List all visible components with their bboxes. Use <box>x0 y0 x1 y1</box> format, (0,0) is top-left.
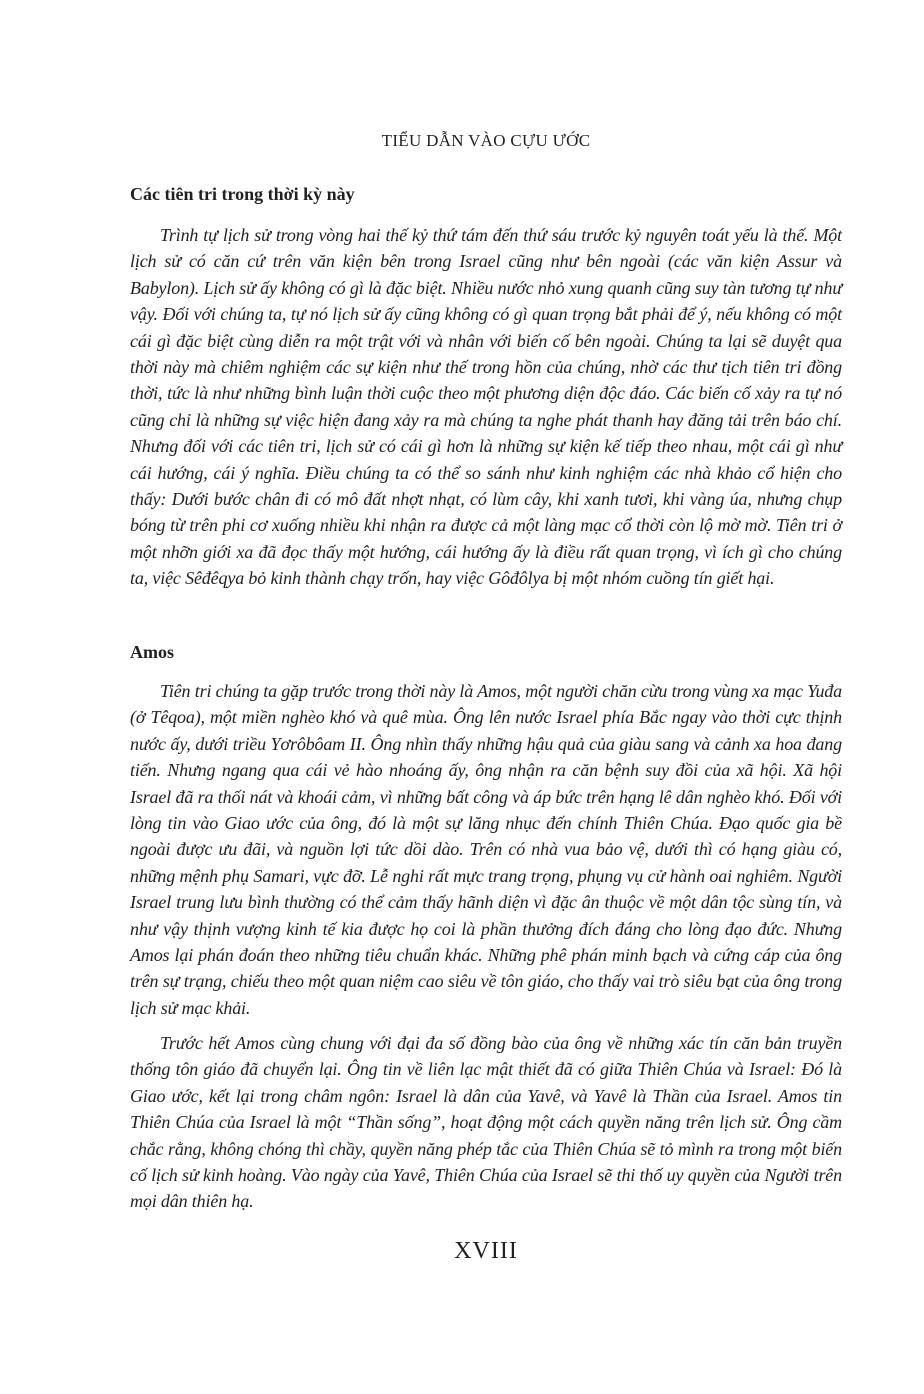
running-header: TIỂU DẪN VÀO CỰU ƯỚC <box>381 131 591 150</box>
paragraph: Trình tự lịch sử trong vòng hai thế kỷ thứ tám đến thứ sáu trước kỷ nguyên toát yếu là thế. Một lịch sử có căn cứ trên văn kiện bên trong Israel cũng như bên ngoài (các văn kiện Assur và Babylon). Lịch sử ấy không có gì là đặc biệt. Nhiều nước nhỏ xung quanh cũng suy tàn tương tự như vậy. Đối với chúng ta, tự nó lịch sử ấy cũng không có gì quan trọng bắt phải để ý, nếu không có một cái gì đặc biệt cùng diễn ra một trật với và nhân với biến cố bên ngoài. Chúng ta lại sẽ duyệt qua thời này mà chiêm nghiệm các sự kiện như thế trong hồn của chúng, nhờ các thư tịch tiên tri đồng thời, tức là như những bình luận thời cuộc theo một phương diện độc đáo. Các biến cố xảy ra tự nó cũng chỉ là những sự việc hiện đang xảy ra mà chúng ta nghe phát thanh hay đăng tải trên báo chí. Nhưng đối với các tiên tri, lịch sử có cái gì hơn là những sự kiện kế tiếp theo nhau, một cái gì như cái hướng, cái ý nghĩa. Điều chúng ta có thể so sánh như kinh nghiệm các nhà khảo cổ hiện cho thấy: Dưới bước chân đi có mô đất nhợt nhạt, có lùm cây, khi xanh tươi, khi vàng úa, nhưng chụp bóng từ trên phi cơ xuống nhiều khi nhận ra được cả một làng mạc cổ thời còn lộ mờ mờ. Tiên tri ở một nhỡn giới xa đã đọc thấy một hướng, cái hướng ấy là điều rất quan trọng, vì ích gì cho chúng ta, việc Sêđêqya bỏ kinh thành chạy trốn, hay việc Gôđôlya bị một nhóm cuồng tín giết hại. <box>130 225 842 589</box>
paragraph: Trước hết Amos cùng chung với đại đa số đồng bào của ông về những xác tín căn bản truyền thống tôn giáo đã chuyển lại. Ông tin về liên lạc mật thiết đã có giữa Thiên Chúa và Israel: Đó là Giao ước, kết lại trong châm ngôn: Israel là dân của Yavê, và Yavê là Thần của Israel. Amos tin Thiên Chúa của Israel là một “Thần sống”, hoạt động một cách quyền năng trên lịch sử. Ông cầm chắc rằng, không chóng thì chầy, quyền năng phép tắc của Thiên Chúa sẽ tỏ mình ra trong một biến cố lịch sử kinh hoàng. Vào ngày của Yavê, Thiên Chúa của Israel sẽ thi thố uy quyền của Người trên mọi dân thiên hạ. <box>130 1033 842 1212</box>
page-number: XVIII <box>454 1238 518 1264</box>
section-heading-prophets: Các tiên tri trong thời kỳ này <box>130 184 355 204</box>
paragraph: Tiên tri chúng ta gặp trước trong thời này là Amos, một người chăn cừu trong vùng xa mạc Yuđa (ở Têqoa), một miền nghèo khó và quê mùa. Ông lên nước Israel phía Bắc ngay vào thời cực thịnh nước ấy, dưới triều Yơrôbôam II. Ông nhìn thấy những hậu quả của giàu sang và cảnh xa hoa đang tiến. Nhưng ngang qua cái vẻ hào nhoáng ấy, ông nhận ra căn bệnh suy đồi của xã hội. Xã hội Israel đã ra thối nát và khoái cảm, vì những bất công và áp bức trên hạng lê dân nghèo khó. Đối với lòng tin vào Giao ước của ông, đó là một sự lăng nhục đến chính Thiên Chúa. Đạo quốc gia bề ngoài được ưu đãi, và nguồn lợi tức dồi dào. Trên có nhà vua bảo vệ, dưới thì có hạng giàu có, những mệnh phụ Samari, vực đỡ. Lễ nghi rất mực trang trọng, phụng vụ cử hành oai nghiêm. Người Israel trung lưu bình thường có thể cảm thấy hãnh diện vì đặc ân thuộc về một dân tộc sùng tín, và như vậy thịnh vượng kinh tế kia được họ coi là phần thưởng đích đáng cho lòng đạo đức. Nhưng Amos lại phán đoán theo những tiêu chuẩn khác. Những phê phán minh bạch và cứng cáp của ông trên sự trạng, chiếu theo một quan niệm cao siêu về tôn giáo, cho thấy vai trò siêu bạt của ông trong lịch sử mạc khải. <box>130 681 842 1018</box>
section-heading-amos: Amos <box>130 642 174 662</box>
book-page <box>130 0 842 1394</box>
